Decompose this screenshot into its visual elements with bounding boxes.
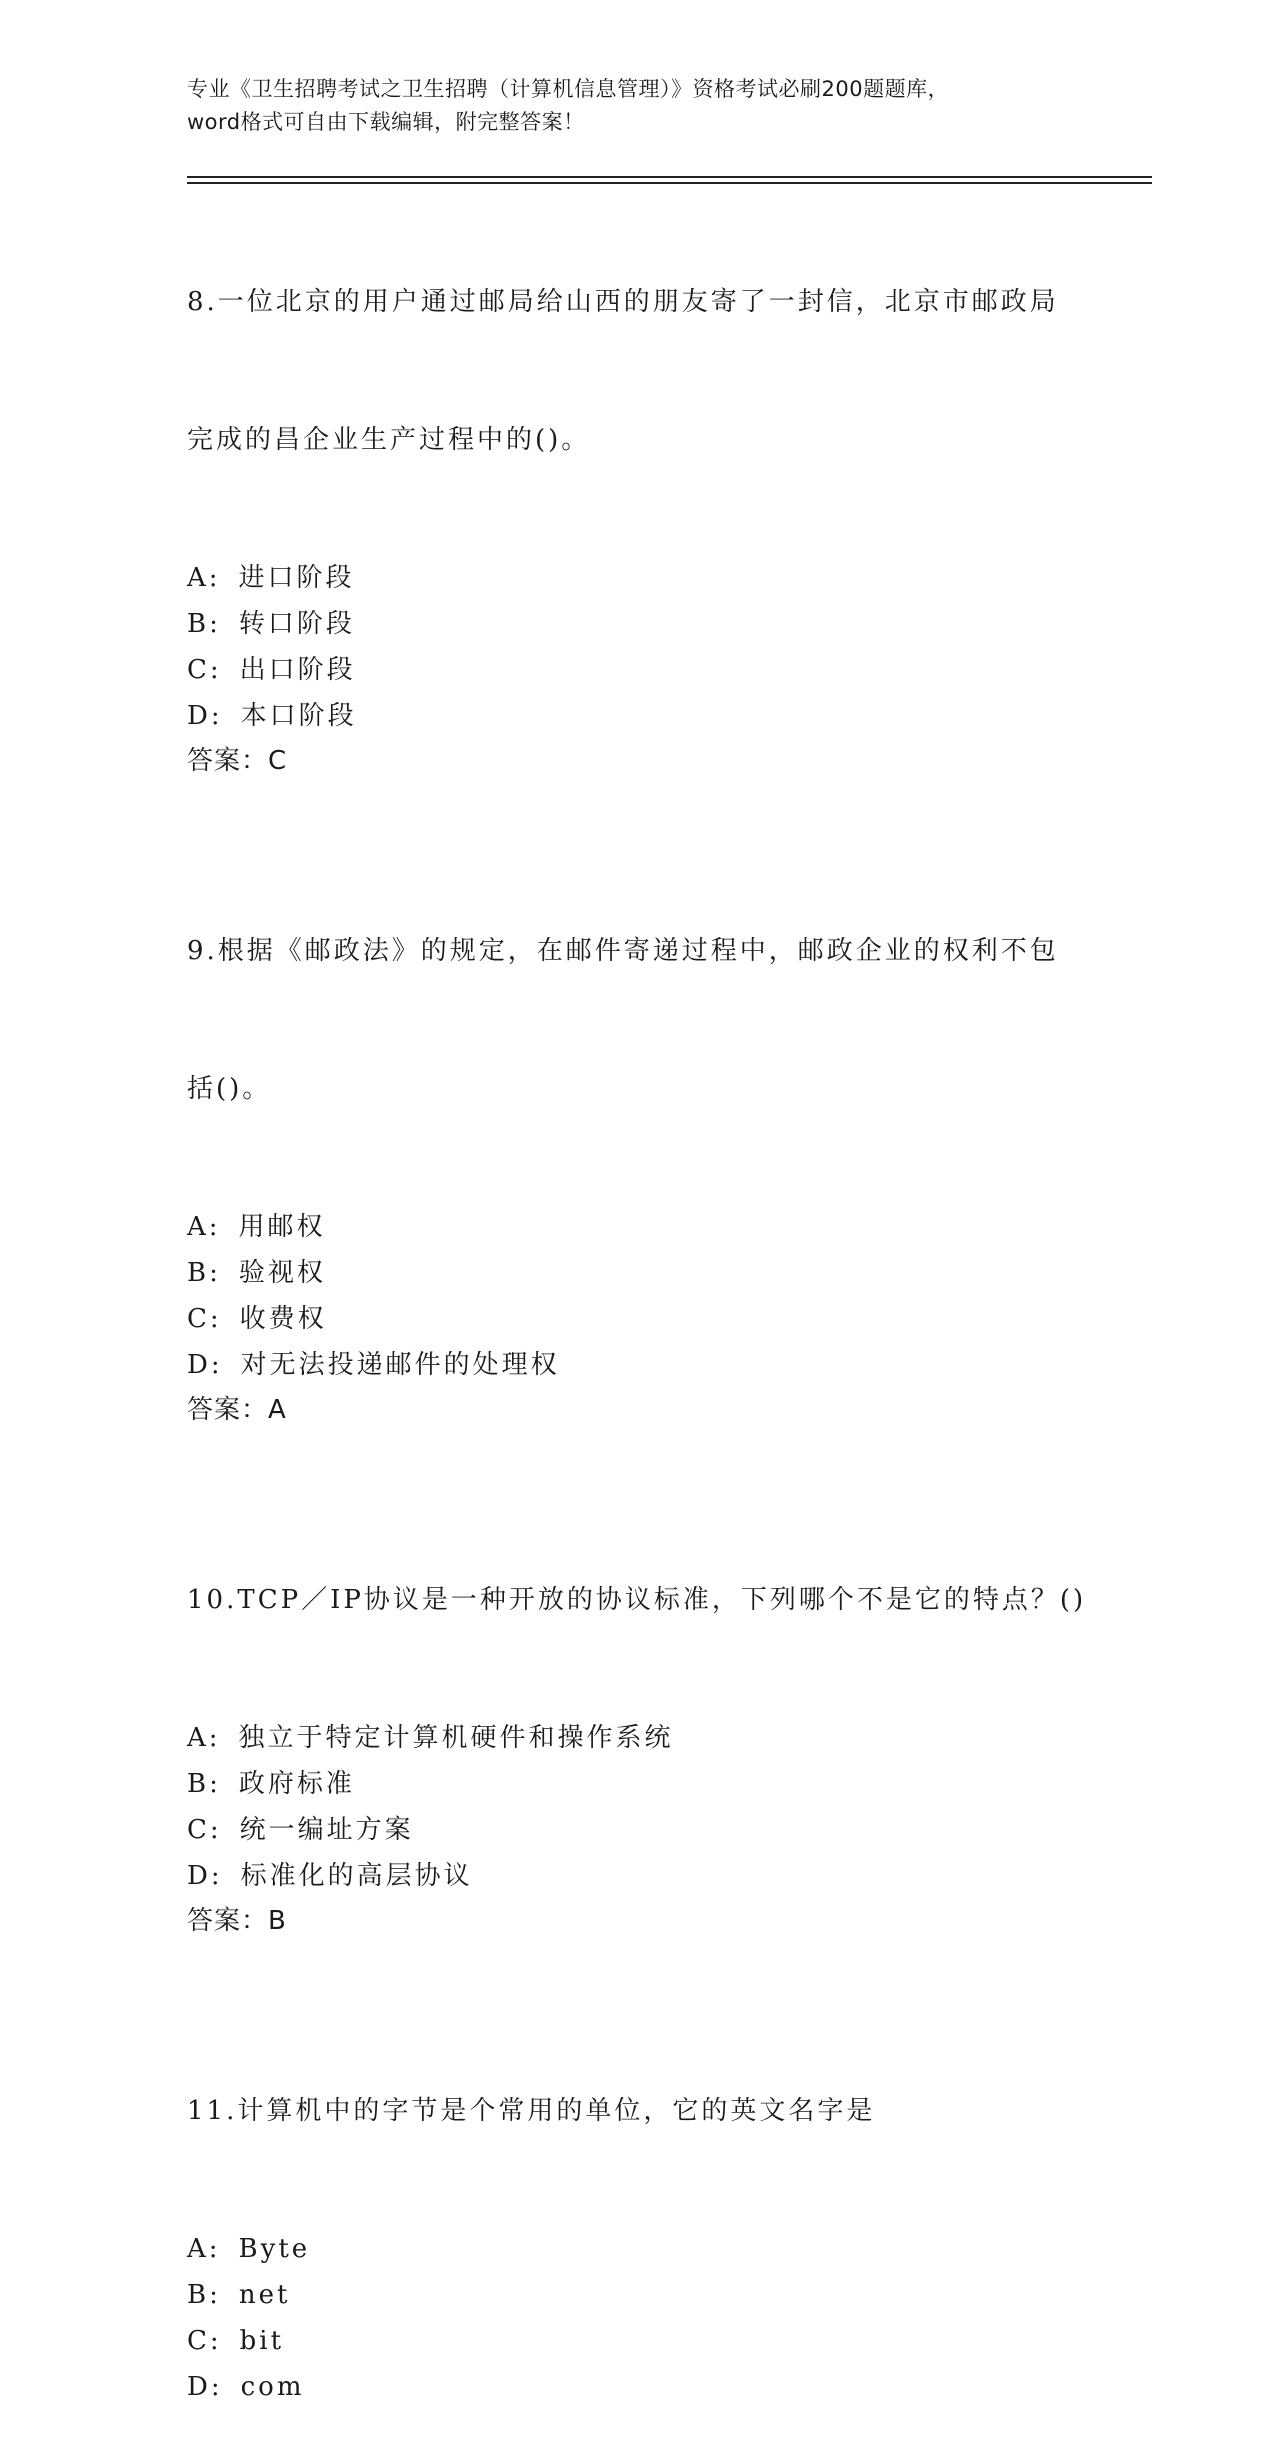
option-text: bit [239, 2326, 285, 2356]
option-c [187, 1807, 1147, 1853]
option-text: 出口阶段 [239, 655, 356, 685]
question-item [187, 1996, 1147, 2410]
option-text: 统一编址方案 [239, 1815, 414, 1845]
question-list [187, 187, 1147, 2463]
option-text: Byte [238, 2234, 311, 2264]
question-stem [187, 836, 1147, 1204]
question-item [187, 836, 1147, 1432]
option-letter: C: [187, 1304, 222, 1334]
option-text: 标准化的高层协议 [240, 1861, 473, 1891]
question-stem [187, 187, 1147, 555]
option-letter: D: [187, 701, 223, 731]
option-text: net [238, 2280, 291, 2310]
question-stem-line: 11.计算机中的字节是个常用的单位，它的英文名字是 [187, 2096, 876, 2126]
option-c [187, 1296, 1147, 1342]
option-letter: A: [187, 2234, 221, 2264]
option-letter: A: [187, 1723, 221, 1753]
question-item [187, 187, 1147, 783]
option-letter: B: [187, 609, 221, 639]
option-text: com [240, 2372, 305, 2402]
option-a [187, 555, 1147, 601]
option-text: 独立于特定计算机硬件和操作系统 [238, 1723, 674, 1753]
option-d [187, 1853, 1147, 1899]
option-a [187, 1715, 1147, 1761]
header-divider-bottom [187, 182, 1152, 184]
option-b [187, 1761, 1147, 1807]
header-divider-top [187, 176, 1152, 178]
option-letter: A: [187, 563, 221, 593]
answer-line: 答案：A [187, 1395, 287, 1425]
option-letter: C: [187, 655, 222, 685]
option-letter: C: [187, 2326, 222, 2356]
document-header [187, 73, 1087, 139]
question-stem-line: 9.根据《邮政法》的规定，在邮件寄递过程中，邮政企业的权利不包 [187, 936, 1059, 966]
option-letter: B: [187, 1258, 221, 1288]
option-b [187, 2272, 1147, 2318]
option-b [187, 1250, 1147, 1296]
question-stem-line: 10.TCP／IP协议是一种开放的协议标准，下列哪个不是它的特点？() [187, 1585, 1087, 1615]
option-letter: D: [187, 1861, 223, 1891]
option-c [187, 2318, 1147, 2364]
option-letter: D: [187, 2372, 223, 2402]
option-b [187, 601, 1147, 647]
question-stem-line: 括()。 [187, 1074, 272, 1104]
header-line-2: word格式可自由下载编辑，附完整答案！ [187, 110, 585, 134]
option-text: 政府标准 [238, 1769, 355, 1799]
option-text: 用邮权 [238, 1212, 326, 1242]
question-stem-line: 8.一位北京的用户通过邮局给山西的朋友寄了一封信，北京市邮政局 [187, 287, 1059, 317]
option-letter: C: [187, 1815, 222, 1845]
question-item [187, 1485, 1147, 1943]
option-a [187, 1204, 1147, 1250]
option-d [187, 693, 1147, 739]
question-stem [187, 1996, 1147, 2226]
option-text: 本口阶段 [240, 701, 357, 731]
option-text: 对无法投递邮件的处理权 [240, 1350, 560, 1380]
option-text: 验视权 [238, 1258, 326, 1288]
option-text: 收费权 [239, 1304, 327, 1334]
option-letter: A: [187, 1212, 221, 1242]
option-c [187, 647, 1147, 693]
answer-line: 答案：C [187, 746, 288, 776]
option-letter: B: [187, 1769, 221, 1799]
answer-line: 答案：B [187, 1906, 287, 1936]
option-letter: B: [187, 2280, 221, 2310]
question-stem [187, 1485, 1147, 1715]
option-d [187, 2364, 1147, 2410]
option-text: 转口阶段 [238, 609, 355, 639]
option-letter: D: [187, 1350, 223, 1380]
option-d [187, 1342, 1147, 1388]
option-a [187, 2226, 1147, 2272]
header-line-1: 专业《卫生招聘考试之卫生招聘（计算机信息管理）》资格考试必刷200题题库， [187, 77, 950, 101]
option-text: 进口阶段 [238, 563, 355, 593]
question-stem-line: 完成的昌企业生产过程中的()。 [187, 425, 591, 455]
